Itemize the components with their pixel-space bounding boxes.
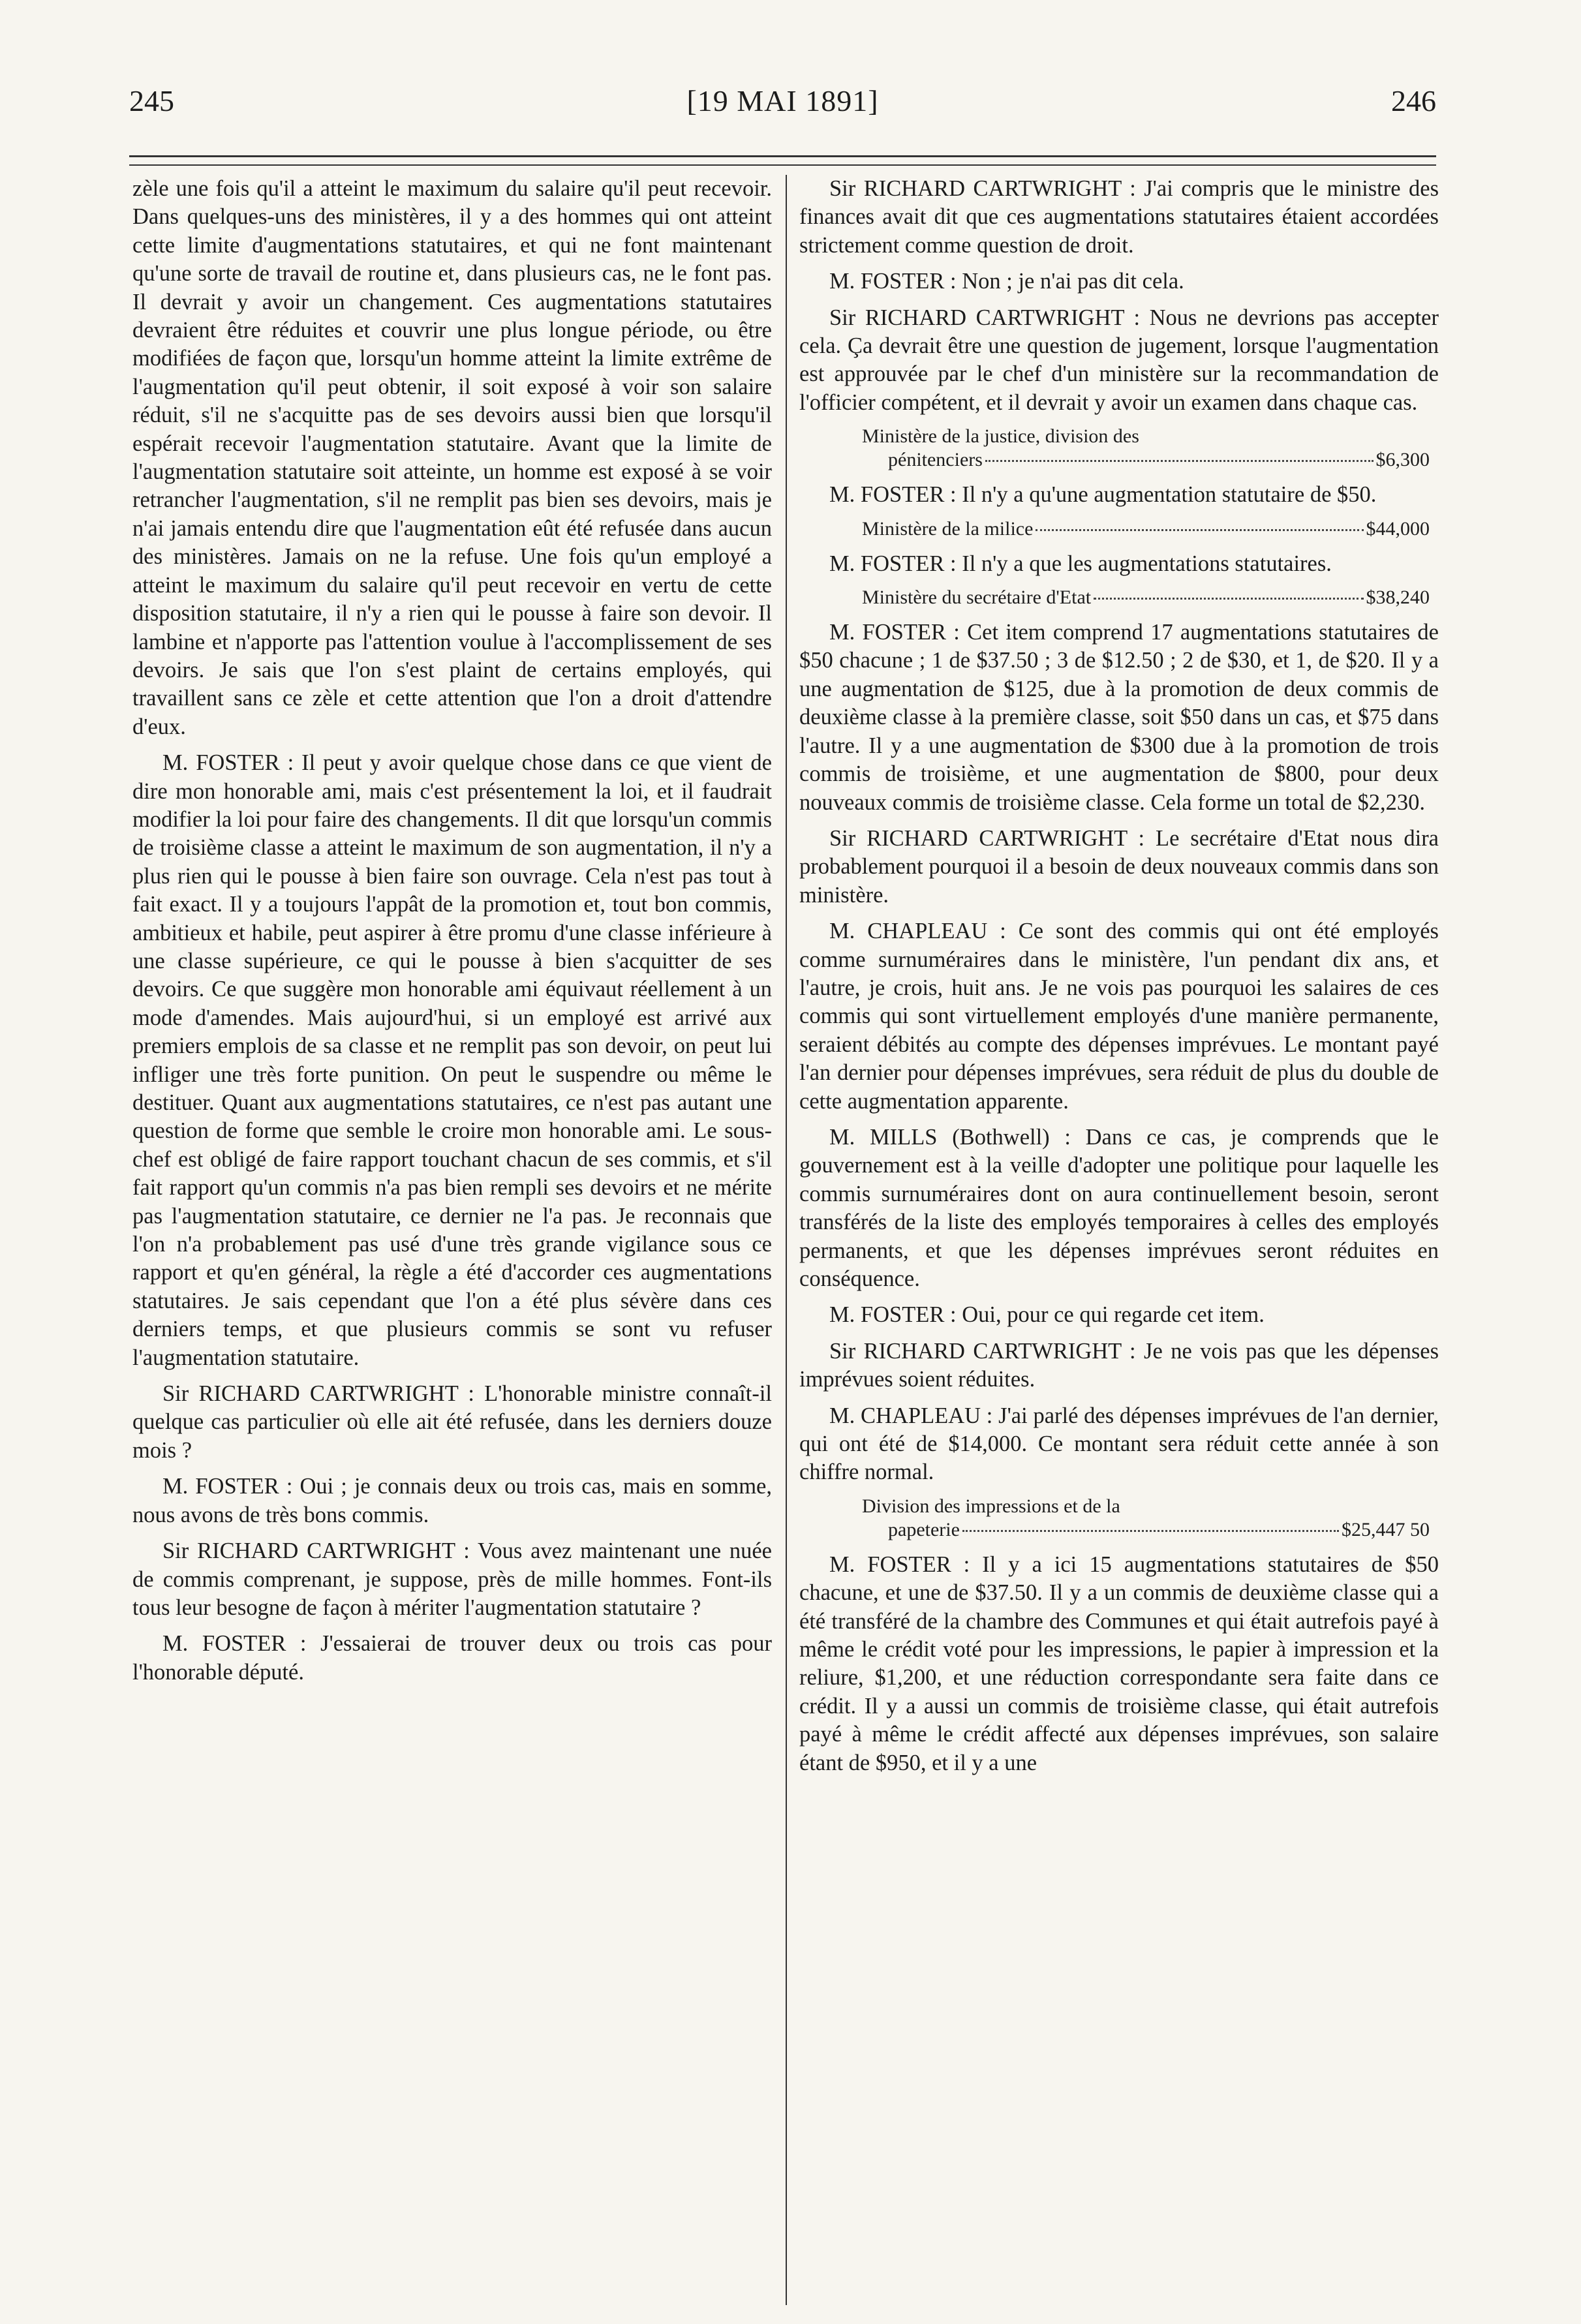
paragraph: M. FOSTER : Oui, pour ce qui regarde cet item. bbox=[829, 1302, 1265, 1328]
budget-item-title: Ministère de la justice, division des bbox=[862, 425, 1139, 448]
paragraph: M. MILLS (Bothwell) : Dans ce cas, je comprends que le gouvernement est à la veille d'adopter une politique pour laquelle les commis surnuméraires dont on aura continuellement besoin, seront transférés de la liste des employés temporaires à celles des employés permanents, et que les dépenses imprévues seront réduites en conséquence. bbox=[799, 1124, 1439, 1291]
paragraph: Sir RICHARD CARTWRIGHT : J'ai compris que le ministre des finances avait dit que ces augmentations statutaires étaient accordées strictement comme question de droit. bbox=[799, 176, 1439, 258]
budget-item-title: Division des impressions et de la bbox=[862, 1495, 1120, 1517]
leader-dots bbox=[1036, 529, 1363, 531]
paragraph: M. FOSTER : Il peut y avoir quelque chose dans ce que vient de dire mon honorable ami, mais c'est présentement la loi, et il faudrait modifier la loi pour faire des changements. Il dit que lorsqu'un commis de troisième classe a atteint le maximum de son augmentation, il n'y a plus rien qui le pousse à bien faire son ouvrage. Cela n'est pas tout à fait exact. Il y a toujours l'appât de la promotion et, tout bon commis, ambitieux et habile, peut aspirer à être promu d'une classe inférieure à une classe supérieure, ce qui le pousse à bien s'acquitter de ses devoirs. Ce que suggère mon honorable ami équivaut réellement à un mode d'amendes. Mais aujourd'hui, si un employé est arrivé aux premiers emplois de sa classe et ne remplit pas son devoir, on peut lui infliger une très forte punition. On peut le suspendre ou même le destituer. Quant aux augmentations statutaires, ce n'est pas autant une question de forme que semble le croire mon honorable ami. Le sous-chef est obligé de faire rapport touchant chacun de ses commis, et s'il fait rapport qu'un commis n'a pas bien rempli ses devoirs et ne mérite pas l'augmentation statutaire, ce dernier ne l'a pas. Je reconnais que l'on n'a probablement pas usé d'une très grande vigilance sous ce rapport et qu'en général, la règle a été d'accorder ces augmentations statutaires. Je sais cependant que l'on a été plus sévère dans ces derniers temps, et que plusieurs commis se sont vu refuser l'augmentation statutaire. bbox=[132, 750, 772, 1370]
paragraph: Sir RICHARD CARTWRIGHT : Vous avez maintenant une nuée de commis comprenant, je suppose, près de mille hommes. Font-ils tous leur besogne de façon à mériter l'augmentation statutaire ? bbox=[132, 1538, 772, 1620]
page-number-left: 245 bbox=[129, 84, 174, 117]
header-date: [19 MAI 1891] bbox=[686, 84, 879, 117]
budget-item-label: Ministère du secrétaire d'Etat bbox=[862, 587, 1092, 609]
paragraph: Sir RICHARD CARTWRIGHT : Je ne vois pas que les dépenses imprévues soient réduites. bbox=[799, 1338, 1439, 1392]
leader-dots bbox=[985, 460, 1374, 462]
paragraph: M. FOSTER : Non ; je n'ai pas dit cela. bbox=[829, 269, 1184, 294]
budget-item-secretaire-etat bbox=[799, 586, 1439, 609]
header-rule-bottom bbox=[129, 164, 1436, 166]
page-number-right: 246 bbox=[1391, 84, 1436, 117]
left-column bbox=[132, 175, 772, 2308]
paragraph: M. CHAPLEAU : Ce sont des commis qui ont été employés comme surnuméraires dans le ministère, l'un pendant dix ans, et l'autre, je crois, huit ans. Je ne vois pas pourquoi les salaires de ces commis qui sont virtuellement employés d'une manière permanente, seraient débités au compte des dépenses imprévues. Le montant payé l'an dernier pour dépenses imprévues, sera réduit de plus du double de cette augmentation apparente. bbox=[799, 919, 1439, 1114]
paragraph: Sir RICHARD CARTWRIGHT : L'honorable ministre connaît-il quelque cas particulier où elle ait été refusée, dans les derniers douze mois ? bbox=[132, 1381, 772, 1463]
budget-item-penitenciers bbox=[799, 425, 1439, 472]
paragraph: M. CHAPLEAU : J'ai parlé des dépenses imprévues de l'an dernier, qui ont été de $14,000. Ce montant sera réduit cette année à son chiffre normal. bbox=[799, 1403, 1439, 1485]
paragraph: M. FOSTER : Cet item comprend 17 augmentations statutaires de $50 chacune ; 1 de $37.50 ; 3 de $12.50 ; 2 de $30, et 1, de $20. Il y a une augmentation de $125, due à la promotion de deux commis de deuxième classe à la première classe, soit $50 dans un cas, et $75 dans l'autre. Il y a une augmentation de $300 due à la promotion de trois commis de troisième, et une augmentation de $800, pour deux nouveaux commis de troisième classe. Cela forme un total de $2,230. bbox=[799, 620, 1439, 815]
paragraph: M. FOSTER : Oui ; je connais deux ou trois cas, mais en somme, nous avons de très bons commis. bbox=[132, 1474, 772, 1527]
leader-dots bbox=[962, 1530, 1339, 1532]
budget-item-milice bbox=[799, 517, 1439, 541]
paragraph: M. FOSTER : J'essaierai de trouver deux ou trois cas pour l'honorable député. bbox=[132, 1631, 772, 1685]
paragraph: M. FOSTER : Il y a ici 15 augmentations statutaires de $50 chacune, et une de $37.50. Il y a un commis de deuxième classe qui a été transféré de la chambre des Communes et qui était autrefois payé à même le crédit voté pour les impressions, le papier à impression et la reliure, $1,200, et une réduction correspondante sera faite dans ce crédit. Il y a aussi un commis de troisième classe, qui était autrefois payé à même le crédit affecté aux dépenses imprévues, son salaire étant de $950, et il y a une bbox=[799, 1552, 1439, 1775]
budget-item-amount: $44,000 bbox=[1366, 517, 1430, 540]
budget-item-amount: $38,240 bbox=[1366, 587, 1430, 609]
paragraph: Sir RICHARD CARTWRIGHT : Nous ne devrions pas accepter cela. Ça devrait être une question de jugement, lorsque l'augmentation est approuvée par le chef d'un ministère sur la recommandation de l'officier compétent, et il devrait y avoir un examen dans chaque cas. bbox=[799, 305, 1439, 415]
paragraph: zèle une fois qu'il a atteint le maximum du salaire qu'il peut recevoir. Dans quelques-uns des ministères, il y a des hommes qui ont atteint cette limite d'augmentations statutaires, et qui ne font maintenant qu'une sorte de travail de routine et, dans plusieurs cas, ne le font pas. Il devrait y avoir un changement. Ces augmentations statutaires devraient être réduites et couvrir une plus longue période, ou être modifiées de façon que, lorsqu'un homme atteint la limite extrême de l'augmentation qu'il peut obtenir, il soit exposé à voir son salaire réduit, s'il ne s'acquitte pas de ses devoirs aussi bien que lorsqu'il espérait recevoir l'augmentation statutaire. Avant que la limite de l'augmentation statutaire soit atteinte, un homme est exposé à se voir retrancher l'augmentation, s'il ne remplit pas bien ses devoirs, mais je n'ai jamais entendu dire que l'augmentation eût été refusée dans aucun des ministères. Jamais on ne la refuse. Une fois qu'un employé a atteint le maximum du salaire qu'il peut recevoir en vertu de cette disposition statutaire, il n'y a rien qui le pousse à faire son devoir. Il lambine et n'apporte pas l'attention voulue à l'accomplissement de ses devoirs. Je sais que l'on s'est plaint de certains employés, qui travaillent sans ce zèle et cette attention que l'on a droit d'attendre d'eux. bbox=[132, 176, 772, 739]
budget-item-label: pénitenciers bbox=[888, 449, 983, 471]
paragraph: M. FOSTER : Il n'y a que les augmentations statutaires. bbox=[829, 551, 1332, 576]
column-divider bbox=[786, 175, 787, 2305]
leader-dots bbox=[1094, 598, 1363, 600]
header-rule-top bbox=[129, 155, 1436, 157]
page-header bbox=[129, 84, 1436, 123]
budget-item-label: Ministère de la milice bbox=[862, 517, 1034, 540]
paragraph: Sir RICHARD CARTWRIGHT : Le secrétaire d'Etat nous dira probablement pourquoi il a besoin de deux nouveaux commis dans son ministère. bbox=[799, 825, 1439, 908]
paragraph: M. FOSTER : Il n'y a qu'une augmentation statutaire de $50. bbox=[829, 482, 1377, 508]
budget-item-amount: $25,447 50 bbox=[1342, 1518, 1430, 1540]
budget-item-impressions bbox=[799, 1495, 1439, 1542]
right-column bbox=[799, 175, 1439, 2308]
budget-item-label: papeterie bbox=[888, 1518, 960, 1540]
budget-item-amount: $6,300 bbox=[1375, 449, 1430, 471]
